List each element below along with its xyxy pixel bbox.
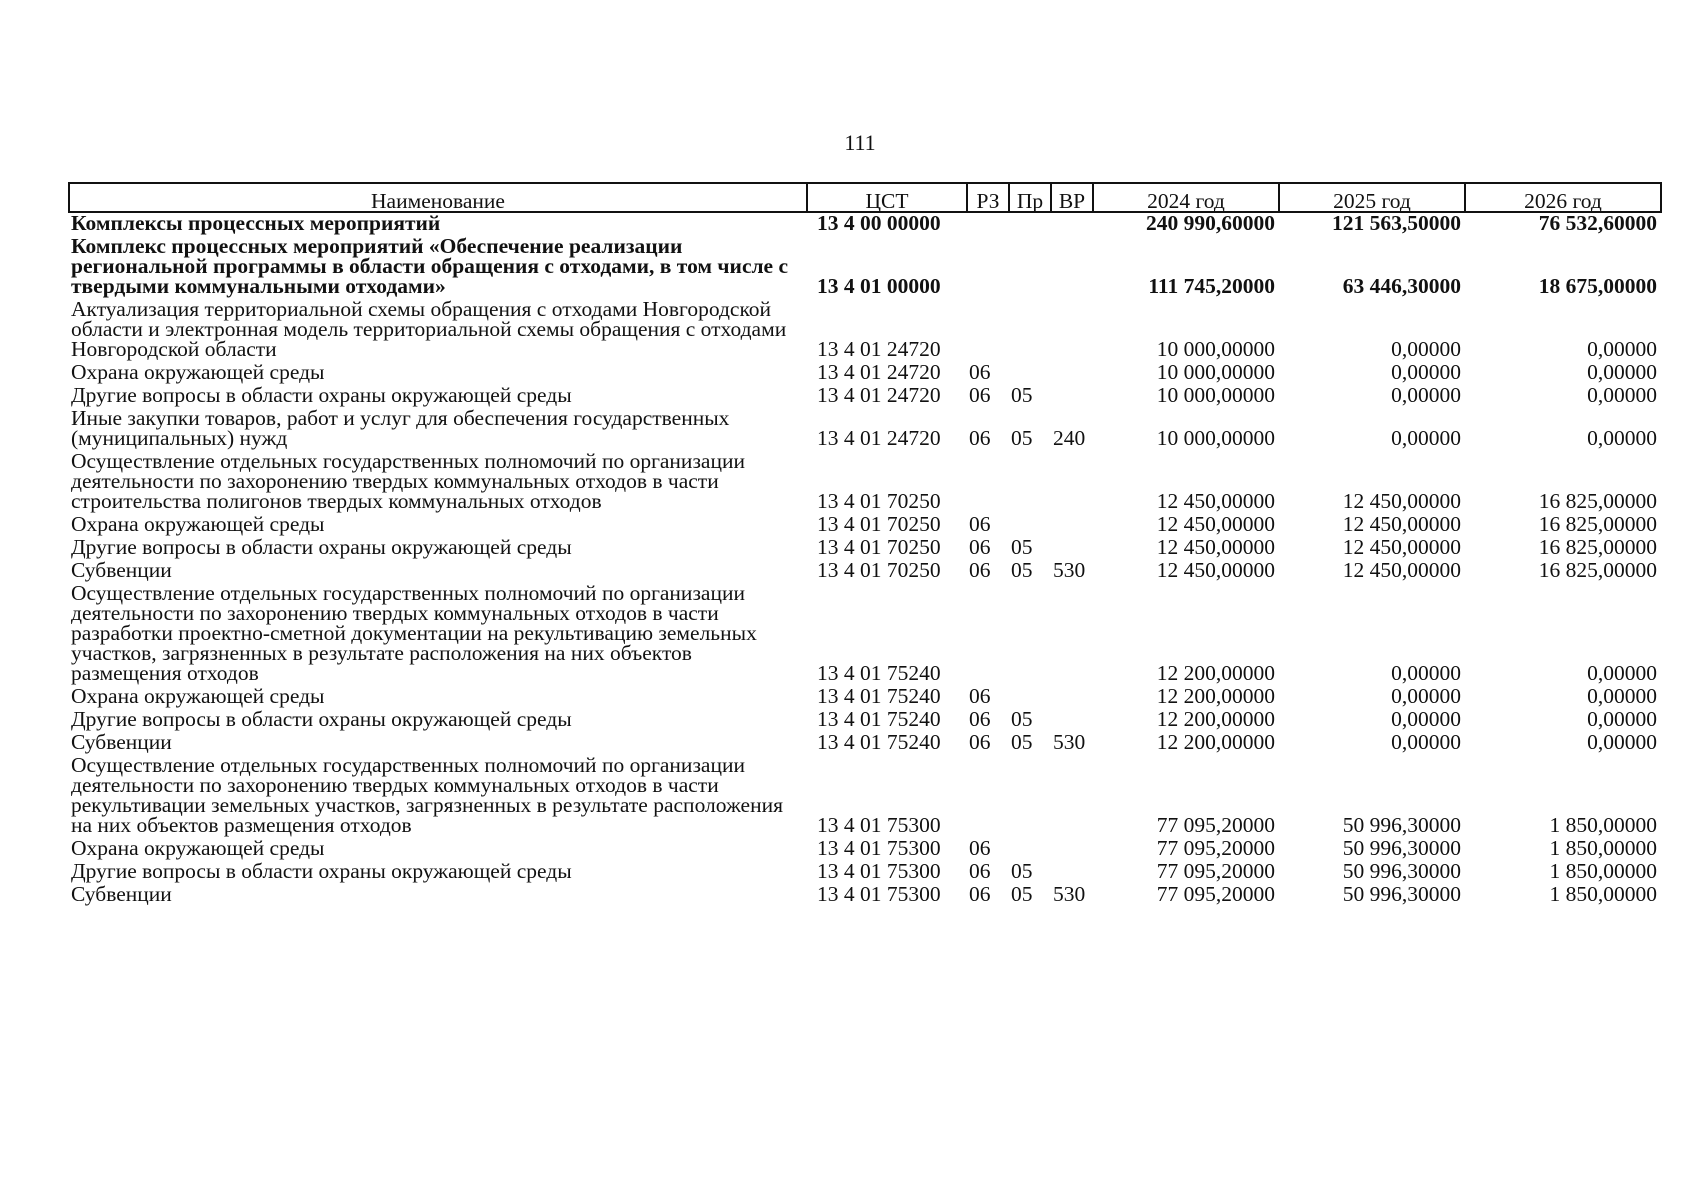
cell-rz bbox=[967, 583, 1009, 686]
cell-pr bbox=[1009, 362, 1051, 385]
cell-cst: 13 4 01 24720 bbox=[817, 360, 941, 384]
cell-2025: 50 996,30000 bbox=[1342, 882, 1461, 906]
cell-2026: 0,00000 bbox=[1587, 360, 1657, 384]
cell-2025: 0,00000 bbox=[1391, 707, 1461, 731]
cell-2025: 12 450,00000 bbox=[1342, 558, 1461, 582]
cell-pr: 05 bbox=[1011, 426, 1033, 450]
cell-rz: 06 bbox=[969, 882, 991, 906]
cell-2026: 0,00000 bbox=[1587, 337, 1657, 361]
cell-2024: 12 450,00000 bbox=[1156, 512, 1275, 536]
table-row bbox=[69, 236, 1661, 299]
cell-2025: 50 996,30000 bbox=[1342, 836, 1461, 860]
cell-vr bbox=[1051, 514, 1093, 537]
cell-2025: 63 446,30000 bbox=[1342, 274, 1461, 298]
cell-2025: 12 450,00000 bbox=[1342, 512, 1461, 536]
cell-2024: 111 745,20000 bbox=[1148, 274, 1275, 298]
table-row bbox=[69, 560, 1661, 583]
cell-2025: 0,00000 bbox=[1391, 661, 1461, 685]
cell-name: Другие вопросы в области охраны окружающей среды bbox=[71, 383, 572, 407]
cell-2026: 0,00000 bbox=[1587, 730, 1657, 754]
cell-2026: 1 850,00000 bbox=[1549, 836, 1657, 860]
cell-pr bbox=[1009, 299, 1051, 362]
cell-2026: 1 850,00000 bbox=[1549, 813, 1657, 837]
cell-pr bbox=[1009, 686, 1051, 709]
cell-2026: 76 532,60000 bbox=[1538, 211, 1657, 235]
cell-2026: 0,00000 bbox=[1587, 426, 1657, 450]
cell-cst: 13 4 01 24720 bbox=[817, 426, 941, 450]
cell-name: Осуществление отдельных государственных полномочий по организации деятельности по захоронению твердых коммунальных отходов в части рекультивации земельных участков, загрязненных в результате расположения на них объектов размещения отходов bbox=[71, 753, 783, 837]
header-2024: 2024 год bbox=[1093, 183, 1279, 212]
table-row bbox=[69, 583, 1661, 686]
cell-name: Охрана окружающей среды bbox=[71, 836, 325, 860]
table-row bbox=[69, 362, 1661, 385]
cell-2026: 0,00000 bbox=[1587, 661, 1657, 685]
cell-cst: 13 4 01 75300 bbox=[817, 813, 941, 837]
cell-2026: 0,00000 bbox=[1587, 707, 1657, 731]
cell-pr bbox=[1009, 583, 1051, 686]
cell-vr bbox=[1051, 212, 1093, 236]
cell-pr: 05 bbox=[1011, 730, 1033, 754]
cell-2026: 16 825,00000 bbox=[1538, 535, 1657, 559]
table-row bbox=[69, 686, 1661, 709]
cell-vr: 530 bbox=[1053, 882, 1086, 906]
cell-name: Субвенции bbox=[71, 730, 172, 754]
cell-pr bbox=[1009, 838, 1051, 861]
budget-table bbox=[68, 182, 1662, 907]
cell-pr: 05 bbox=[1011, 383, 1033, 407]
cell-cst: 13 4 00 00000 bbox=[817, 211, 941, 235]
page-number: 111 bbox=[844, 130, 876, 155]
cell-rz bbox=[967, 451, 1009, 514]
cell-pr: 05 bbox=[1011, 535, 1033, 559]
cell-pr bbox=[1009, 514, 1051, 537]
cell-name: Актуализация территориальной схемы обращения с отходами Новгородской области и электронная модель территориальной схемы обращения с отходами Новгородской области bbox=[71, 297, 787, 361]
cell-2024: 77 095,20000 bbox=[1156, 813, 1275, 837]
cell-vr bbox=[1051, 861, 1093, 884]
cell-2024: 77 095,20000 bbox=[1156, 859, 1275, 883]
cell-2024: 12 200,00000 bbox=[1156, 707, 1275, 731]
cell-2024: 77 095,20000 bbox=[1156, 882, 1275, 906]
table-row bbox=[69, 451, 1661, 514]
cell-name: Другие вопросы в области охраны окружающей среды bbox=[71, 859, 572, 883]
cell-pr bbox=[1009, 212, 1051, 236]
cell-name: Субвенции bbox=[71, 558, 172, 582]
table-body bbox=[69, 212, 1661, 907]
cell-cst: 13 4 01 75240 bbox=[817, 707, 941, 731]
cell-2024: 12 200,00000 bbox=[1156, 661, 1275, 685]
cell-2024: 240 990,60000 bbox=[1146, 211, 1275, 235]
header-row bbox=[69, 183, 1661, 212]
table-row bbox=[69, 709, 1661, 732]
header-2026: 2026 год bbox=[1465, 183, 1661, 212]
cell-vr bbox=[1051, 755, 1093, 838]
cell-vr bbox=[1051, 299, 1093, 362]
cell-rz: 06 bbox=[969, 535, 991, 559]
table-header bbox=[69, 183, 1661, 212]
cell-name: Субвенции bbox=[71, 882, 172, 906]
cell-rz: 06 bbox=[969, 859, 991, 883]
cell-name: Осуществление отдельных государственных полномочий по организации деятельности по захоронению твердых коммунальных отходов в части разработки проектно-сметной документации на рекультивацию земельных участков, загрязненных в результате расположения на них объектов размещения отходов bbox=[71, 581, 757, 685]
cell-2024: 10 000,00000 bbox=[1156, 426, 1275, 450]
table-row bbox=[69, 299, 1661, 362]
header-vr: ВР bbox=[1051, 183, 1093, 212]
table-row bbox=[69, 408, 1661, 451]
cell-vr bbox=[1051, 385, 1093, 408]
cell-pr: 05 bbox=[1011, 859, 1033, 883]
cell-vr bbox=[1051, 583, 1093, 686]
cell-vr bbox=[1051, 838, 1093, 861]
cell-2026: 18 675,00000 bbox=[1538, 274, 1657, 298]
cell-cst: 13 4 01 70250 bbox=[817, 489, 941, 513]
cell-2025: 0,00000 bbox=[1391, 426, 1461, 450]
cell-2024: 12 450,00000 bbox=[1156, 489, 1275, 513]
cell-vr: 530 bbox=[1053, 730, 1086, 754]
cell-2026: 1 850,00000 bbox=[1549, 859, 1657, 883]
cell-rz bbox=[967, 236, 1009, 299]
cell-rz bbox=[967, 755, 1009, 838]
cell-rz: 06 bbox=[969, 707, 991, 731]
table-row bbox=[69, 755, 1661, 838]
header-rz: РЗ bbox=[967, 183, 1009, 212]
header-name: Наименование bbox=[69, 183, 807, 212]
cell-rz: 06 bbox=[969, 383, 991, 407]
cell-2025: 0,00000 bbox=[1391, 383, 1461, 407]
cell-vr: 240 bbox=[1053, 426, 1086, 450]
cell-rz: 06 bbox=[969, 730, 991, 754]
cell-2024: 12 450,00000 bbox=[1156, 558, 1275, 582]
cell-rz: 06 bbox=[969, 360, 991, 384]
cell-cst: 13 4 01 75240 bbox=[817, 661, 941, 685]
cell-name: Комплекс процессных мероприятий «Обеспечение реализации региональной программы в области обращения с отходами, в том числе с твердыми коммунальными отходами» bbox=[71, 234, 789, 298]
cell-cst: 13 4 01 70250 bbox=[817, 535, 941, 559]
cell-2025: 12 450,00000 bbox=[1342, 489, 1461, 513]
cell-2024: 10 000,00000 bbox=[1156, 360, 1275, 384]
table-row bbox=[69, 861, 1661, 884]
cell-pr: 05 bbox=[1011, 558, 1033, 582]
cell-name: Иные закупки товаров, работ и услуг для обеспечения государственных (муниципальных) нужд bbox=[71, 406, 730, 450]
cell-cst: 13 4 01 75300 bbox=[817, 882, 941, 906]
cell-2025: 50 996,30000 bbox=[1342, 859, 1461, 883]
cell-2025: 121 563,50000 bbox=[1332, 211, 1461, 235]
cell-vr bbox=[1051, 686, 1093, 709]
cell-cst: 13 4 01 75240 bbox=[817, 684, 941, 708]
cell-2026: 16 825,00000 bbox=[1538, 558, 1657, 582]
table-row bbox=[69, 385, 1661, 408]
cell-2024: 10 000,00000 bbox=[1156, 337, 1275, 361]
cell-2026: 1 850,00000 bbox=[1549, 882, 1657, 906]
cell-vr bbox=[1051, 362, 1093, 385]
cell-cst: 13 4 01 70250 bbox=[817, 512, 941, 536]
table-row bbox=[69, 514, 1661, 537]
header-pr: Пр bbox=[1009, 183, 1051, 212]
header-cst: ЦСТ bbox=[807, 183, 967, 212]
cell-2024: 12 200,00000 bbox=[1156, 730, 1275, 754]
table-row bbox=[69, 732, 1661, 755]
cell-rz bbox=[967, 299, 1009, 362]
cell-2025: 12 450,00000 bbox=[1342, 535, 1461, 559]
cell-name: Охрана окружающей среды bbox=[71, 360, 325, 384]
cell-rz: 06 bbox=[969, 426, 991, 450]
cell-2026: 16 825,00000 bbox=[1538, 489, 1657, 513]
cell-cst: 13 4 01 00000 bbox=[817, 274, 941, 298]
cell-2026: 16 825,00000 bbox=[1538, 512, 1657, 536]
header-2025: 2025 год bbox=[1279, 183, 1465, 212]
cell-vr bbox=[1051, 236, 1093, 299]
cell-name: Комплексы процессных мероприятий bbox=[71, 211, 441, 235]
cell-pr: 05 bbox=[1011, 707, 1033, 731]
cell-cst: 13 4 01 75300 bbox=[817, 836, 941, 860]
cell-2024: 12 200,00000 bbox=[1156, 684, 1275, 708]
cell-2025: 0,00000 bbox=[1391, 360, 1461, 384]
cell-vr: 530 bbox=[1053, 558, 1086, 582]
cell-cst: 13 4 01 75300 bbox=[817, 859, 941, 883]
cell-2025: 0,00000 bbox=[1391, 730, 1461, 754]
cell-2024: 10 000,00000 bbox=[1156, 383, 1275, 407]
table-row bbox=[69, 212, 1661, 236]
cell-name: Осуществление отдельных государственных полномочий по организации деятельности по захоронению твердых коммунальных отходов в части строительства полигонов твердых коммунальных отходов bbox=[71, 449, 745, 513]
cell-vr bbox=[1051, 709, 1093, 732]
cell-cst: 13 4 01 70250 bbox=[817, 558, 941, 582]
cell-2026: 0,00000 bbox=[1587, 684, 1657, 708]
cell-rz: 06 bbox=[969, 684, 991, 708]
cell-rz: 06 bbox=[969, 836, 991, 860]
cell-2025: 0,00000 bbox=[1391, 337, 1461, 361]
cell-2024: 77 095,20000 bbox=[1156, 836, 1275, 860]
cell-2025: 50 996,30000 bbox=[1342, 813, 1461, 837]
cell-cst: 13 4 01 75240 bbox=[817, 730, 941, 754]
cell-cst: 13 4 01 24720 bbox=[817, 337, 941, 361]
cell-2024: 12 450,00000 bbox=[1156, 535, 1275, 559]
cell-vr bbox=[1051, 451, 1093, 514]
cell-pr: 05 bbox=[1011, 882, 1033, 906]
cell-rz: 06 bbox=[969, 512, 991, 536]
cell-cst: 13 4 01 24720 bbox=[817, 383, 941, 407]
cell-pr bbox=[1009, 451, 1051, 514]
cell-rz: 06 bbox=[969, 558, 991, 582]
cell-name: Охрана окружающей среды bbox=[71, 684, 325, 708]
cell-vr bbox=[1051, 537, 1093, 560]
cell-rz bbox=[967, 212, 1009, 236]
table-row bbox=[69, 838, 1661, 861]
cell-name: Охрана окружающей среды bbox=[71, 512, 325, 536]
cell-name: Другие вопросы в области охраны окружающей среды bbox=[71, 535, 572, 559]
cell-pr bbox=[1009, 755, 1051, 838]
table-row bbox=[69, 884, 1661, 907]
table-row bbox=[69, 537, 1661, 560]
cell-name: Другие вопросы в области охраны окружающей среды bbox=[71, 707, 572, 731]
cell-2026: 0,00000 bbox=[1587, 383, 1657, 407]
cell-pr bbox=[1009, 236, 1051, 299]
cell-2025: 0,00000 bbox=[1391, 684, 1461, 708]
